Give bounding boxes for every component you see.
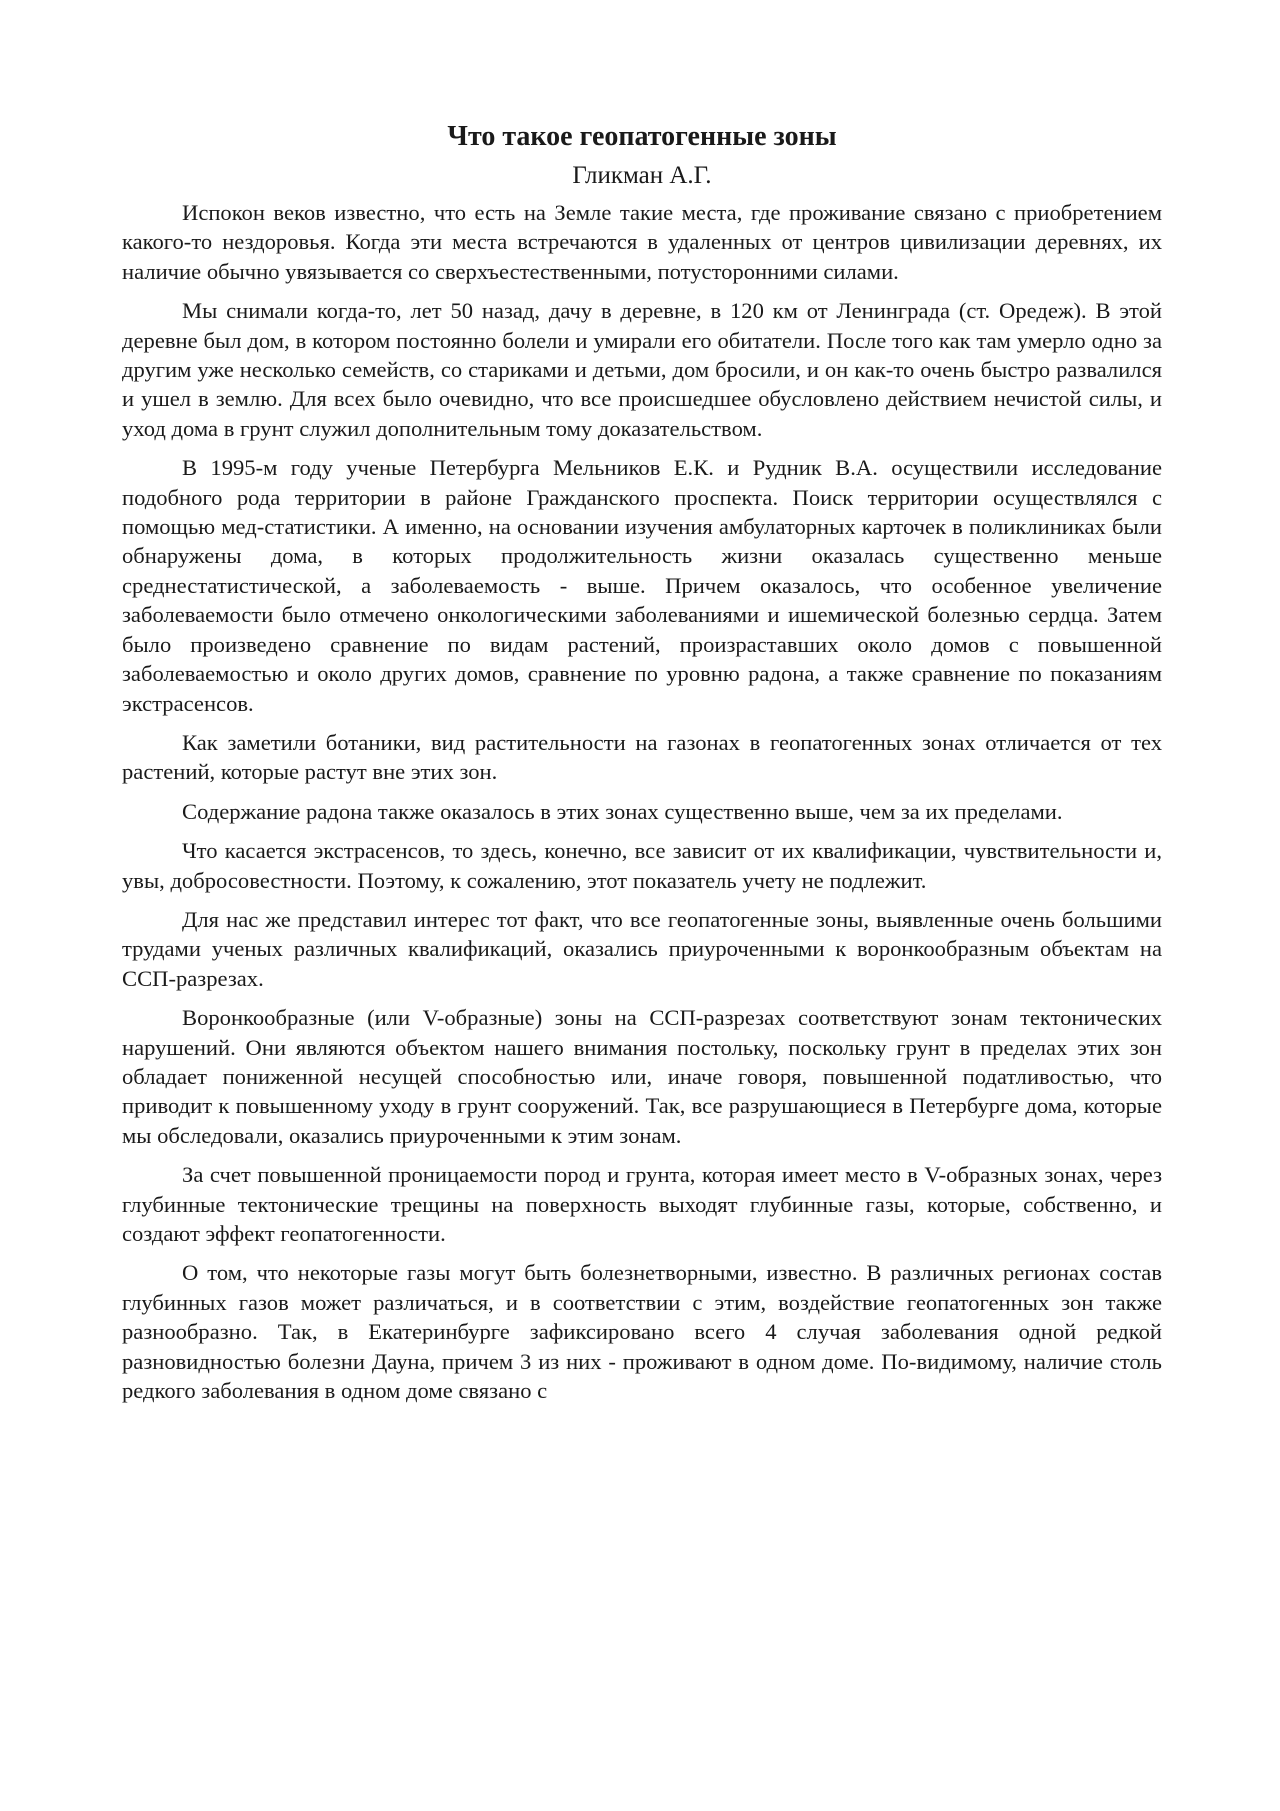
paragraph-1: Испокон веков известно, что есть на Земле такие места, где проживание связано с приобретением какого-то нездоровья. Когда эти места встречаются в удаленных от центров цивилизации деревнях, их наличие обычно увязывается со сверхъестественными, потусторонними силами. [122, 200, 1162, 284]
paragraph-5: Содержание радона также оказалось в этих зонах существенно выше, чем за их пределами. [182, 798, 1063, 824]
paragraph-8: Воронкообразные (или V-образные) зоны на ССП-разрезах соответствуют зонам тектонических нарушений. Они являются объектом нашего внимания постольку, поскольку грунт в пределах этих зон обладает пониженной несущей способностью или, иначе говоря, повышенной податливостью, что приводит к повышенному уходу в грунт сооружений. Так, все разрушающиеся в Петербурге дома, которые мы обследовали, оказались приуроченными к этим зонам. [122, 1005, 1162, 1148]
paragraph-9: За счет повышенной проницаемости пород и грунта, которая имеет место в V-образных зонах, через глубинные тектонические трещины на поверхность выходят глубинные газы, которые, собственно, и создают эффект геопатогенности. [122, 1162, 1162, 1246]
document-title: Что такое геопатогенные зоны [447, 121, 837, 152]
paragraph-3: В 1995-м году ученые Петербурга Мельников Е.К. и Рудник В.А. осуществили исследование подобного рода территории в районе Гражданского проспекта. Поиск территории осуществлялся с помощью мед-статистики. А именно, на основании изучения амбулаторных карточек в поликлиниках были обнаружены дома, в которых продолжительность жизни оказалась существенно меньше среднестатистической, а заболеваемость - выше. Причем оказалось, что особенное увеличение заболеваемости было отмечено онкологическими заболеваниями и ишемической болезнью сердца. Затем было произведено сравнение по видам растений, произраставших около домов с повышенной заболеваемостью и около других домов, сравнение по уровню радона, а также сравнение по показаниям экстрасенсов. [122, 455, 1162, 716]
paragraph-4: Как заметили ботаники, вид растительности на газонах в геопатогенных зонах отличается от тех растений, которые растут вне этих зон. [122, 729, 1162, 785]
paragraph-10: О том, что некоторые газы могут быть болезнетворными, известно. В различных регионах состав глубинных газов может различаться, и в соответствии с этим, воздействие геопатогенных зон также разнообразно. Так, в Екатеринбурге зафиксировано всего 4 случая заболевания одной редкой разновидностью болезни Дауна, причем 3 из них - проживают в одном доме. По-видимому, наличие столь редкого заболевания в одном доме связано с [122, 1260, 1162, 1404]
document-author: Гликман А.Г. [572, 162, 712, 189]
paragraph-2: Мы снимали когда-то, лет 50 назад, дачу в деревне, в 120 км от Ленинграда (ст. Оредеж). В этой деревне был дом, в котором постоянно болели и умирали его обитатели. После того как там умерло одно за другим уже несколько семейств, со стариками и детьми, дом бросили, и он как-то очень быстро развалился и ушел в землю. Для всех было очевидно, что все происшедшее обусловлено действием нечистой силы, и уход дома в грунт служил дополнительным тому доказательством. [122, 298, 1162, 441]
paragraph-6: Что касается экстрасенсов, то здесь, конечно, все зависит от их квалификации, чувствительности и, увы, добросовестности. Поэтому, к сожалению, этот показатель учету не подлежит. [122, 838, 1162, 893]
paragraph-7: Для нас же представил интерес тот факт, что все геопатогенные зоны, выявленные очень большими трудами ученых различных квалификаций, оказались приуроченными к воронкообразным объектам на ССП-разрезах. [122, 906, 1162, 991]
document-page [122, 120, 1162, 1415]
